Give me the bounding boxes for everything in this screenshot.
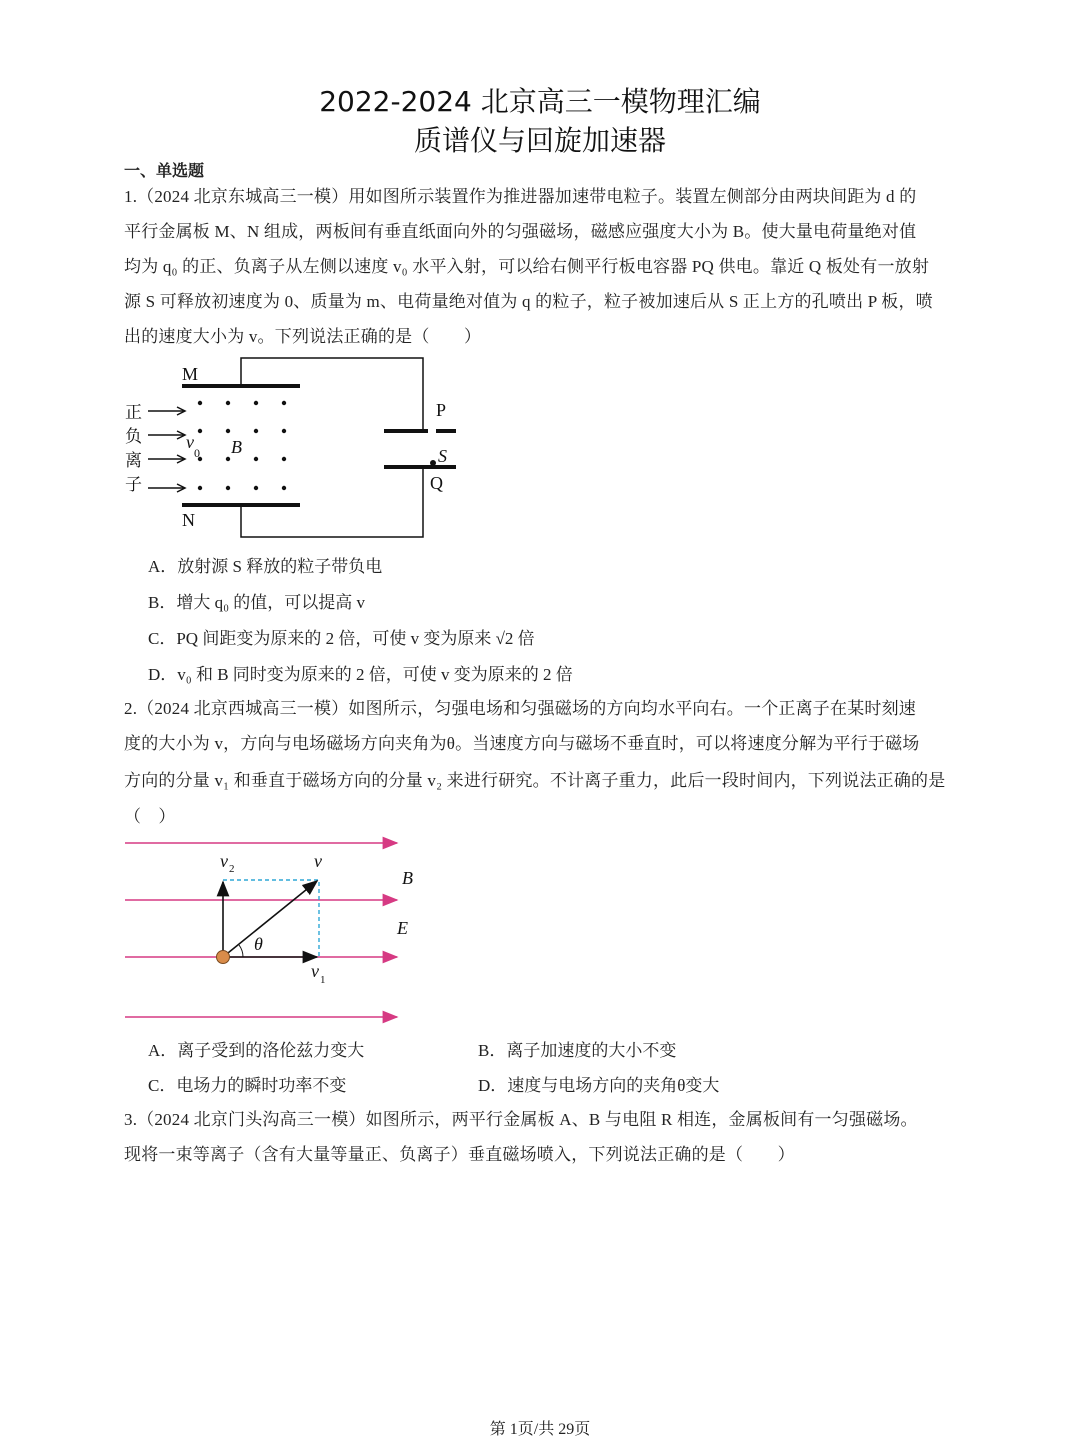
- field-dot: [198, 401, 202, 405]
- q2-line: 2.（2024 北京西城高三一模）如图所示，匀强电场和匀强磁场的方向均水平向右。一个正离子在某时刻速: [124, 699, 916, 718]
- field-dot: [254, 429, 258, 433]
- label-v2: v: [220, 851, 228, 871]
- q1-option-d[interactable]: D．v₀ 和 B 同时变为原来的 2 倍，可使 v 变为原来的 2 倍: [148, 665, 573, 684]
- q2-line: 度的大小为 v，方向与电场磁场方向夹角为θ。当速度方向与磁场不垂直时，可以将速度分解为平行于磁场: [124, 734, 920, 753]
- field-dot: [254, 457, 258, 461]
- q1-line: 源 S 可释放初速度为 0、质量为 m、电荷量绝对值为 q 的粒子，粒子被加速后从 S 正上方的孔喷出 P 板，喷: [124, 292, 933, 311]
- label-e: E: [397, 918, 408, 938]
- doc-subtitle: 质谱仪与回旋加速器: [413, 124, 666, 157]
- field-dot: [226, 429, 230, 433]
- q1-line: 1.（2024 北京东城高三一模）用如图所示装置作为推进器加速带电粒子。装置左侧部分由两块间距为 d 的: [124, 187, 917, 206]
- q1-option-a[interactable]: A．放射源 S 释放的粒子带负电: [148, 557, 383, 576]
- ion-particle: [217, 951, 230, 964]
- q1-option-c[interactable]: C．PQ 间距变为原来的 2 倍，可使 v 变为原来 √2 倍: [148, 629, 535, 648]
- q2-figure: [0, 820, 500, 1040]
- label-ion: 负: [125, 427, 142, 446]
- field-dot: [198, 486, 202, 490]
- label-v0-sub: 0: [194, 446, 200, 460]
- q2-option-a[interactable]: A．离子受到的洛伦兹力变大: [148, 1041, 365, 1060]
- label-m: M: [182, 364, 199, 384]
- label-v1: v: [311, 961, 319, 981]
- q3-line: 现将一束等离子（含有大量等量正、负离子）垂直磁场喷入，下列说法正确的是（ ）: [124, 1145, 795, 1164]
- label-ion: 正: [125, 403, 142, 422]
- field-dot: [254, 401, 258, 405]
- q1-line: 出的速度大小为 v。下列说法正确的是（ ）: [124, 327, 482, 346]
- label-b: B: [231, 437, 242, 457]
- v-vector: [223, 881, 317, 957]
- field-dot: [226, 401, 230, 405]
- label-q: Q: [430, 473, 443, 493]
- label-b: B: [402, 868, 413, 888]
- section-heading: 一、单选题: [124, 161, 205, 180]
- q3-line: 3.（2024 北京门头沟高三一模）如图所示，两平行金属板 A、B 与电阻 R 相连，金属板间有一匀强磁场。: [124, 1110, 918, 1129]
- field-dot: [198, 429, 202, 433]
- source-s: [430, 460, 436, 466]
- q2-option-b[interactable]: B．离子加速度的大小不变: [478, 1041, 677, 1060]
- label-theta: θ: [254, 934, 263, 954]
- label-p: P: [436, 400, 447, 420]
- q2-line: 方向的分量 v₁ 和垂直于磁场方向的分量 v₂ 来进行研究。不计离子重力，此后一段时间内，下列说法正确的是: [124, 771, 946, 790]
- field-dot: [282, 429, 286, 433]
- label-v1-sub: 1: [320, 974, 326, 986]
- label-v: v: [314, 851, 322, 871]
- q1-option-b[interactable]: B．增大 q₀ 的值，可以提高 v: [148, 593, 366, 612]
- label-v0: v: [186, 432, 194, 452]
- label-s: S: [438, 446, 447, 466]
- label-v2-sub: 2: [229, 863, 235, 875]
- q1-line: 平行金属板 M、N 组成，两板间有垂直纸面向外的匀强磁场，磁感应强度大小为 B。使大量电荷量绝对值: [124, 222, 917, 241]
- q2-option-d[interactable]: D．速度与电场方向的夹角θ变大: [478, 1076, 720, 1095]
- field-dot: [226, 457, 230, 461]
- label-n: N: [182, 510, 195, 530]
- q1-figure: [0, 0, 1080, 560]
- page-footer: 第 1页/共 29页: [489, 1421, 591, 1438]
- field-dot: [282, 401, 286, 405]
- field-dot: [226, 486, 230, 490]
- label-ion: 离: [125, 451, 142, 470]
- q1-line: 均为 q₀ 的正、负离子从左侧以速度 v₀ 水平入射，可以给右侧平行板电容器 PQ 供电。靠近 Q 板处有一放射: [124, 257, 930, 276]
- label-ion: 子: [125, 475, 142, 494]
- q2-line: （ ）: [124, 807, 176, 826]
- q2-option-c[interactable]: C．电场力的瞬时功率不变: [148, 1076, 347, 1095]
- field-dot: [254, 486, 258, 490]
- doc-title: 2022-2024 北京高三一模物理汇编: [319, 85, 761, 118]
- field-dot: [282, 486, 286, 490]
- field-dot: [282, 457, 286, 461]
